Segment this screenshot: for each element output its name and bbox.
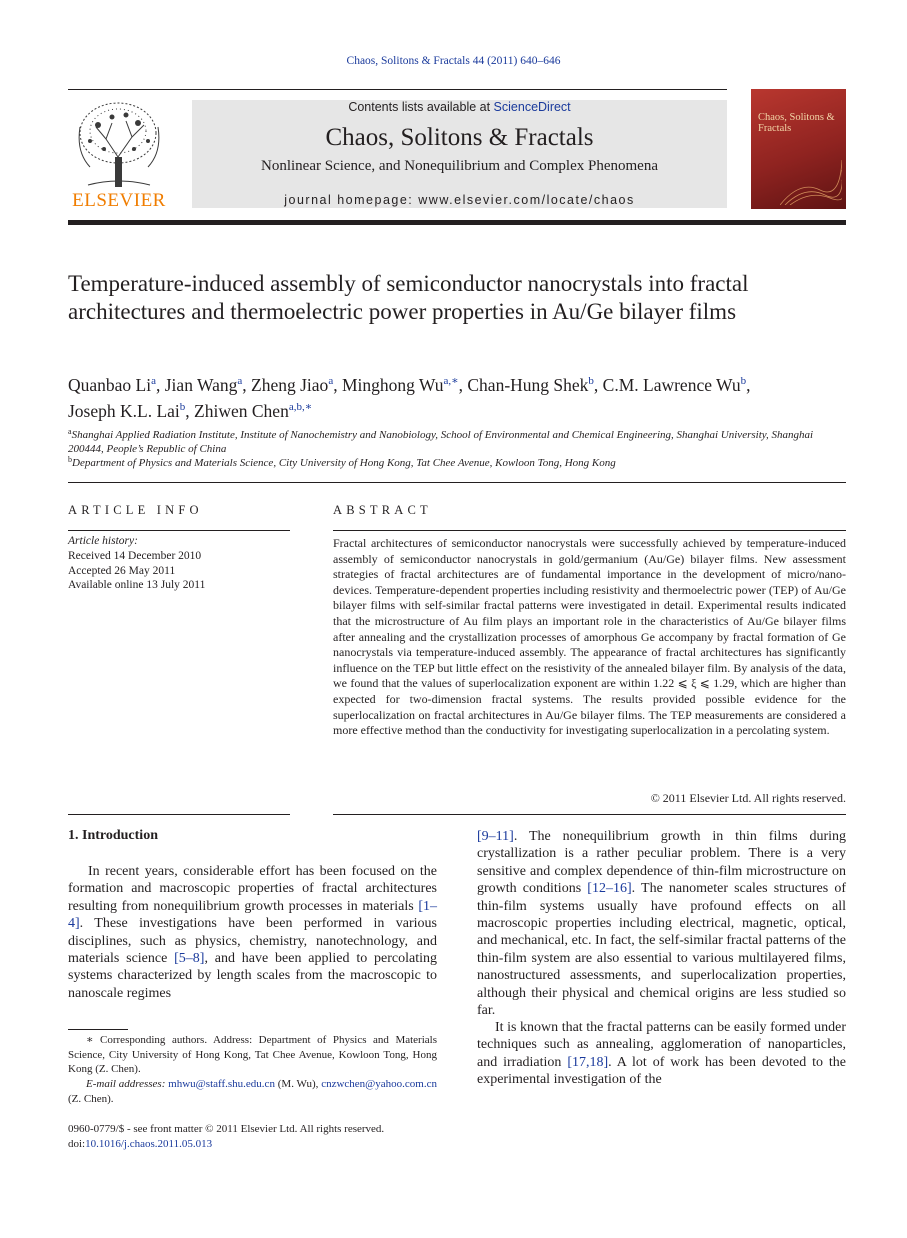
author-affiliation-mark[interactable]: a	[237, 375, 243, 387]
author-affiliation-mark[interactable]: a	[328, 375, 334, 387]
homepage-prefix: journal homepage:	[284, 193, 419, 207]
author-affiliation-mark[interactable]: a	[151, 375, 156, 387]
cover-fractal-art-icon	[780, 150, 842, 205]
affiliation-mark: b	[68, 455, 72, 464]
author-name: Zheng Jiao	[251, 375, 329, 395]
header-thick-rule	[68, 220, 846, 225]
journal-title: Chaos, Solitons & Fractals	[325, 124, 594, 151]
homepage-url-link[interactable]: www.elsevier.com/locate/chaos	[418, 193, 635, 207]
author-affiliation-mark[interactable]: b	[179, 401, 186, 413]
publisher-name: ELSEVIER	[72, 190, 166, 211]
body-text: . These investigations have been performed in various disciplines, such as physics, chemistry, nanotechnology, and materials science	[68, 916, 437, 967]
body-text: . The nanometer scales structures of thin-film systems usually have profound effects on all macroscopic properties including electrical, magnetic, optical, and mechanical, etc. In fact, the self-similar fractal patterns of the thin-film system are also essential to various multilayered films, nanostructured assessments, and superlocalization properties, although their physical and chemical origins are less studied so far.	[477, 881, 846, 1019]
email-link[interactable]: mhwu@staff.shu.edu.cn	[168, 1078, 275, 1090]
body-text: , and have been applied to percolating systems characterized by length scales from the macroscopic to nanoscale regimes	[68, 951, 437, 1001]
sciencedirect-link[interactable]: ScienceDirect	[493, 100, 571, 114]
affiliation-b	[68, 453, 848, 470]
abstract-rule	[333, 530, 846, 531]
issn-doi-block	[68, 1122, 468, 1151]
journal-subtitle: Nonlinear Science, and Nonequilibrium and Complex Phenomena	[261, 158, 658, 174]
affiliation-a	[68, 425, 848, 456]
copyright-notice: © 2011 Elsevier Ltd. All rights reserved.	[650, 791, 846, 805]
body-text: It is known that the fractal patterns can be easily formed under techniques such as annealing, agglomeration of nanoparticles, and irradiation	[477, 1020, 846, 1070]
received-date: Received 14 December 2010	[68, 550, 202, 562]
body-text: In recent years, considerable effort has been focused on the formation and macroscopic properties of fractal architectures resulting from nonequilibrium growth processes in materials	[68, 864, 437, 914]
cover-title: Chaos, Solitons & Fractals	[758, 112, 835, 134]
email-owner: (M. Wu),	[274, 1078, 322, 1090]
doi-label: doi:	[68, 1137, 86, 1150]
intro-paragraph-2	[477, 1019, 846, 1089]
journal-homepage	[192, 193, 727, 207]
author-separator: ,	[156, 375, 165, 395]
author-name: Chan-Hung Shek	[467, 375, 589, 395]
citation-link[interactable]: [5–8]	[174, 951, 205, 967]
online-date: Available online 13 July 2011	[68, 579, 206, 591]
issn-line: 0960-0779/$ - see front matter © 2011 Elsevier Ltd. All rights reserved.	[68, 1123, 385, 1135]
author-separator: ,	[185, 401, 195, 421]
author-name: Jian Wang	[164, 375, 238, 395]
article-history	[68, 549, 290, 593]
article-title: Temperature-induced assembly of semiconductor nanocrystals into fractal architectures and thermoelectric power properties in Au/Ge bilayer films	[68, 271, 749, 324]
email-link[interactable]: cnzwchen@yahoo.com.cn	[321, 1078, 437, 1090]
corresponding-author-footnote: ∗ Corresponding authors. Address: Department of Physics and Materials Science, City University of Hong Kong, Tat Chee Avenue, Kowloon Tong, Hong Kong (Z. Chen).	[68, 1034, 437, 1075]
email-label: E-mail addresses:	[86, 1078, 166, 1090]
header-top-rule	[68, 89, 727, 90]
author-separator: ,	[458, 375, 468, 395]
author-name: Zhiwen Chen	[194, 401, 289, 421]
email-owner: (Z. Chen).	[68, 1092, 114, 1105]
introduction-heading: 1. Introduction	[68, 828, 158, 843]
citation-link[interactable]: [9–11]	[477, 829, 514, 844]
author-name: C.M. Lawrence Wu	[602, 375, 741, 395]
info-bottom-rule	[68, 814, 290, 815]
author-separator: ,	[242, 375, 252, 395]
author-name: Quanbao Li	[68, 375, 152, 395]
intro-paragraph-1	[68, 863, 437, 1002]
author-separator: ,	[333, 375, 342, 395]
article-info-rule	[68, 530, 290, 531]
body-text: . The nonequilibrium growth in thin films during crystallization is a rather peculiar problem. There is a very sensitive and complex dependence of thin-film microstructure on growth conditions	[477, 829, 846, 897]
affiliation-text: Department of Physics and Materials Science, City University of Hong Kong, Tat Chee Avenue, Kowloon Tong, Hong Kong	[72, 457, 616, 469]
journal-header-box	[192, 100, 727, 208]
author-separator: ,	[593, 375, 603, 395]
author-affiliation-mark[interactable]: b	[588, 375, 594, 387]
footnote-rule	[68, 1029, 128, 1030]
contents-prefix: Contents lists available at	[348, 100, 494, 114]
section-rule	[68, 482, 846, 483]
affiliation-mark: a	[68, 427, 72, 436]
journal-citation[interactable]: Chaos, Solitons & Fractals 44 (2011) 640–646	[346, 55, 561, 67]
author-name: Minghong Wu	[341, 375, 444, 395]
doi-link[interactable]: 10.1016/j.chaos.2011.05.013	[85, 1137, 213, 1150]
citation-link[interactable]: [12–16]	[587, 881, 632, 897]
abstract-bottom-rule	[333, 814, 846, 815]
accepted-date: Accepted 26 May 2011	[68, 564, 176, 577]
author-name: Joseph K.L. Lai	[68, 401, 180, 421]
author-affiliation-mark[interactable]: a,b,∗	[288, 401, 313, 413]
body-text: . A lot of work has been devoted to the experimental investigation of the	[477, 1054, 846, 1088]
intro-paragraph-1-continued	[477, 828, 846, 1019]
author-affiliation-mark[interactable]: b	[740, 375, 747, 387]
doi-line	[68, 1137, 468, 1152]
article-history-label: Article history:	[68, 535, 138, 547]
author-affiliation-mark[interactable]: a,∗	[443, 375, 459, 387]
citation-link[interactable]: [1–4]	[68, 898, 437, 932]
abstract-heading: ABSTRACT	[333, 503, 432, 517]
abstract-body: Fractal architectures of semiconductor nanocrystals were successfully achieved by temperature-induced assembly of semiconductor nanocrystals in gold/germanium (Au/Ge) bilayer films. New assessment strategies of fractal architectures are of fundamental importance in the development of micro/nano-devices. Temperature-dependent properties including resistivity and thermoelectric power (TEP) of Au/Ge bilayer films with self-similar fractal patterns were investigated in detail. Experimental results indicated that the microstructure of Au film plays an important role in the characteristics of Au/Ge bilayer films after annealing and the crystallization processes of amorphous Ge accompany by fractal formation of Ge nanocrystals via temperature-induced assembly. The appearance of fractal architectures has significantly influence on the TEP but little effect on the resistivity of the annealed bilayer film. By analysis of the data, we found that the values of superlocalization exponent are within 1.22 ⩽ ξ ⩽ 1.29, which are higher than expected for two-dimension fractal systems. The results provided possible evidence for the superlocalization on fractal architectures in Au/Ge bilayer films. The TEP measurements are considered a more effective method than the conductivity for investigating superlocalization in a percolating system.	[333, 536, 846, 738]
affiliation-text: Shanghai Applied Radiation Institute, Institute of Nanochemistry and Nanobiology, School of Environmental and Chemical Engineering, Shanghai University, Shanghai 200444, People’s Republic of China	[68, 429, 814, 455]
contents-availability	[192, 100, 727, 114]
article-info-heading: ARTICLE INFO	[68, 503, 203, 517]
citation-link[interactable]: [17,18]	[567, 1054, 609, 1070]
author-list	[68, 370, 848, 422]
author-separator: ,	[746, 375, 751, 395]
email-footnote	[68, 1077, 437, 1106]
